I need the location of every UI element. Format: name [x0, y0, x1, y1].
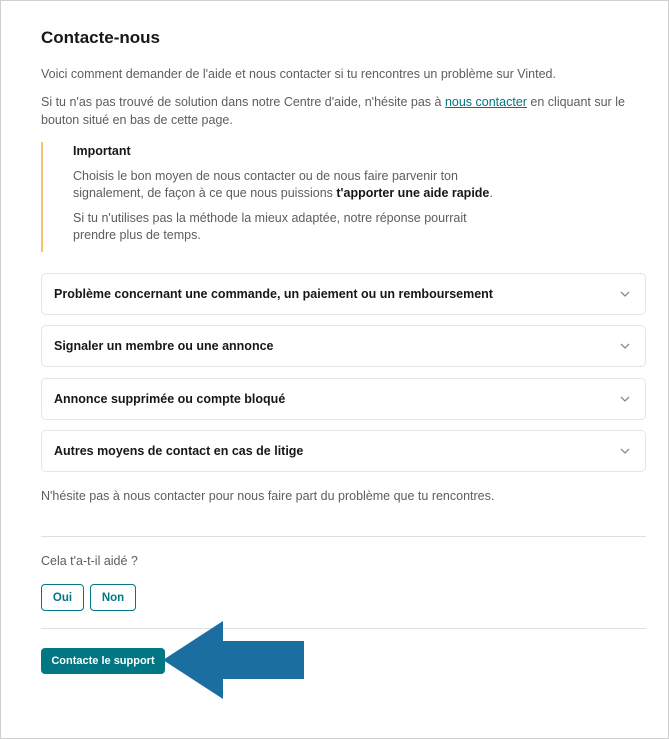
- chevron-down-icon: [619, 340, 631, 352]
- divider: [41, 536, 646, 537]
- accordion-label: Problème concernant une commande, un paiement ou un remboursement: [54, 287, 493, 301]
- feedback-no-button[interactable]: Non: [90, 584, 136, 611]
- accordion-dispute-contact[interactable]: [41, 430, 646, 472]
- help-text-after: en cliquant sur le bouton situé en bas de cette page.: [41, 95, 625, 127]
- contact-link[interactable]: nous contacter: [444, 95, 527, 109]
- accordion-order-payment-refund[interactable]: [41, 273, 646, 315]
- feedback-question: Cela t'a-t-il aidé ?: [41, 554, 138, 568]
- accordion-label: Annonce supprimée ou compte bloqué: [54, 392, 286, 406]
- accordion-report-member-listing[interactable]: [41, 325, 646, 367]
- important-text-1-end: .: [489, 186, 493, 200]
- chevron-down-icon: [619, 393, 631, 405]
- chevron-down-icon: [619, 288, 631, 300]
- important-title: Important: [73, 144, 131, 158]
- arrow-left-icon: [151, 619, 306, 701]
- footer-text: N'hésite pas à nous contacter pour nous faire part du problème que tu rencontres.: [41, 489, 495, 503]
- intro-text: Voici comment demander de l'aide et nous contacter si tu rencontres un problème sur Vinted.: [41, 67, 556, 81]
- important-text-1-start: Choisis le bon moyen de nous contacter ou de nous faire parvenir ton signalement, de façon à ce que nous puissions: [73, 169, 458, 200]
- help-text: [41, 93, 641, 129]
- important-text-1: [73, 168, 493, 202]
- help-text-before: Si tu n'as pas trouvé de solution dans notre Centre d'aide, n'hésite pas à: [41, 95, 445, 109]
- important-text-1-bold: t'apporter une aide rapide: [336, 186, 490, 200]
- feedback-yes-button[interactable]: Oui: [41, 584, 84, 611]
- divider: [41, 628, 646, 629]
- page-title: Contacte-nous: [41, 28, 160, 47]
- important-text-2: Si tu n'utilises pas la méthode la mieux adaptée, notre réponse pourrait prendre plus de temps.: [73, 211, 467, 242]
- contact-support-button[interactable]: Contacte le support: [41, 648, 165, 674]
- chevron-down-icon: [619, 445, 631, 457]
- accordion-label: Autres moyens de contact en cas de litige: [54, 444, 304, 458]
- accordion-listing-removed-account-blocked[interactable]: [41, 378, 646, 420]
- accordion-label: Signaler un membre ou une annonce: [54, 339, 274, 353]
- important-callout: [41, 142, 521, 252]
